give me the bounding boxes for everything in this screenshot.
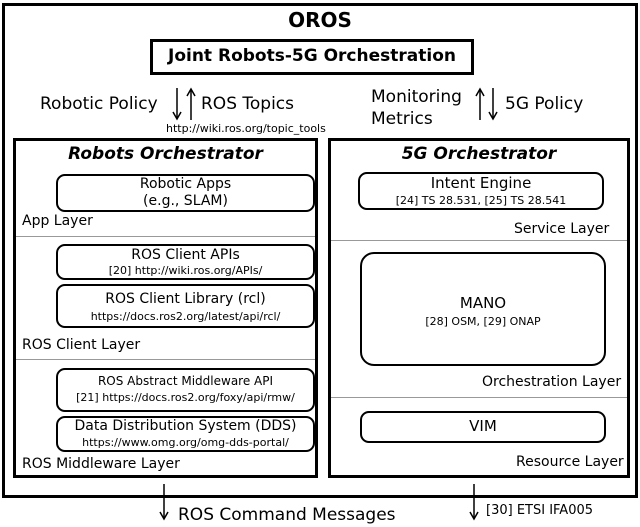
ros-topics-url: http://wiki.ros.org/topic_tools <box>166 122 326 135</box>
mano-ref: [28] OSM, [29] ONAP <box>425 315 541 328</box>
intent-engine-label: Intent Engine <box>430 174 532 192</box>
app-layer-divider <box>16 236 315 237</box>
intent-engine-ref: [24] TS 28.531, [25] TS 28.541 <box>395 194 567 207</box>
etsi-ifa005-label: [30] ETSI IFA005 <box>486 503 594 518</box>
ros-topics-label: ROS Topics <box>201 94 295 114</box>
service-layer-divider <box>331 240 627 241</box>
robotic-apps-example: (e.g., SLAM) <box>143 193 228 209</box>
ros-middleware-layer-label: ROS Middleware Layer <box>22 456 180 472</box>
service-layer-label: Service Layer <box>514 221 610 237</box>
client-layer-divider <box>16 359 315 360</box>
orchestration-layer-label: Orchestration Layer <box>482 374 622 390</box>
rmw-label: ROS Abstract Middleware API <box>97 374 274 388</box>
mano-label: MANO <box>459 294 507 312</box>
monitoring-label: Monitoring <box>371 87 462 107</box>
rcl-ref: https://docs.ros2.org/latest/api/rcl/ <box>90 310 281 323</box>
robotic-policy-label: Robotic Policy <box>40 94 158 114</box>
orchestration-layer-divider <box>331 397 627 398</box>
metrics-label: Metrics <box>371 109 433 129</box>
dds-ref: https://www.omg.org/omg-dds-portal/ <box>82 436 289 449</box>
dds-label: Data Distribution System (DDS) <box>74 418 297 434</box>
robotic-apps-label: Robotic Apps <box>139 176 232 192</box>
app-layer-label: App Layer <box>22 213 93 229</box>
joint-orchestration-title: Joint Robots-5G Orchestration <box>168 46 456 66</box>
ros-client-apis-ref: [20] http://wiki.ros.org/APIs/ <box>108 264 263 277</box>
rcl-label: ROS Client Library (rcl) <box>105 291 266 307</box>
ros-client-apis-label: ROS Client APIs <box>131 247 240 263</box>
oros-title: OROS <box>288 8 352 32</box>
robots-orchestrator-title: Robots Orchestrator <box>68 144 263 164</box>
5g-orchestrator-title: 5G Orchestrator <box>401 144 557 164</box>
5g-policy-label: 5G Policy <box>505 94 584 114</box>
ros-client-layer-label: ROS Client Layer <box>22 337 141 353</box>
resource-layer-label: Resource Layer <box>516 454 624 470</box>
rmw-ref: [21] https://docs.ros2.org/foxy/api/rmw/ <box>76 391 295 404</box>
ros-command-messages-label: ROS Command Messages <box>178 505 396 525</box>
vim-label: VIM <box>469 417 497 435</box>
